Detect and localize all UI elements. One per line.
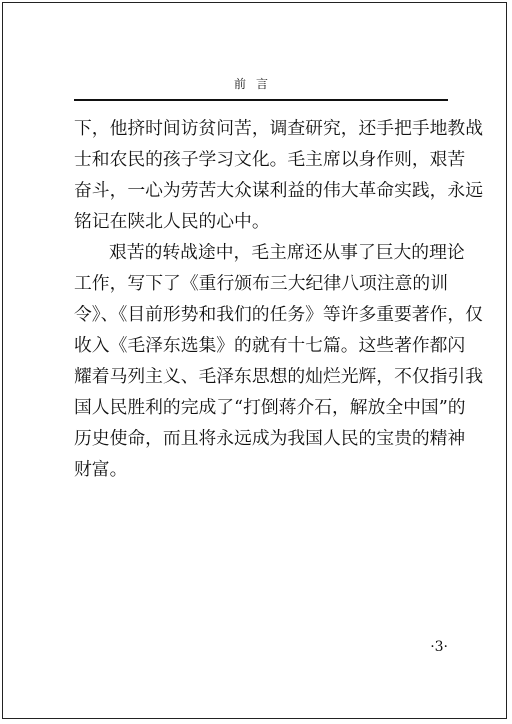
text-line: 士和农民的孩子学习文化。毛主席以身作则，艰苦 [74,149,466,170]
text-line: 下，他挤时间访贫问苦，调查研究，还手把手地教战 [74,118,483,139]
text-line: 耀着马列主义、毛泽东思想的灿烂光辉，不仅指引我 [74,366,483,387]
text-line: 工作，写下了《重行颁布三大纪律八项注意的训 [74,273,448,294]
text-line: 收入《毛泽东选集》的就有十七篇。这些著作都闪 [74,335,466,356]
text-line: 艰苦的转战途中，毛主席还从事了巨大的理论 [109,242,465,263]
body-text [74,113,483,485]
text-line: 令》、《目前形势和我们的任务》等许多重要著作，仅 [74,304,483,325]
text-line: 历史使命，而且将永远成为我国人民的宝贵的精神 [74,428,466,449]
text-line: 国人民胜利的完成了“打倒蒋介石，解放全中国”的 [74,397,466,418]
running-head: 前言 [233,77,278,91]
text-line: 铭记在陕北人民的心中。 [74,211,270,232]
header-rule [74,99,448,101]
text-line: 财富。 [74,459,128,480]
page-number: ·3· [430,639,448,655]
text-line: 奋斗，一心为劳苦大众谋利益的伟大革命实践，永远 [74,180,483,201]
